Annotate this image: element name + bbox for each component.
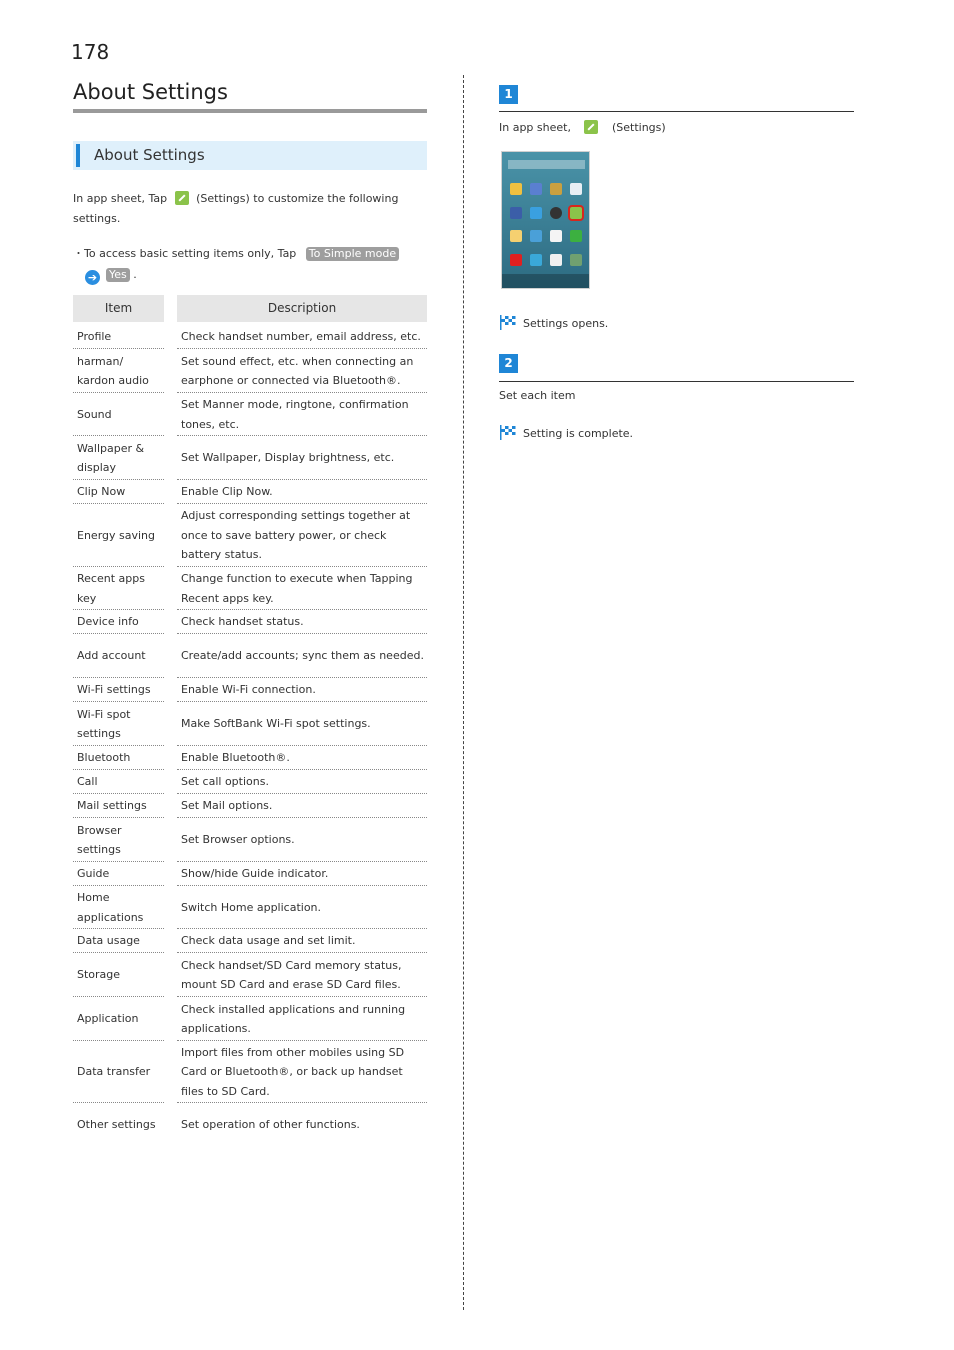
table-cell-description-text: Check handset number, email address, etc.	[181, 330, 421, 344]
table-cell-item	[73, 634, 164, 678]
app-icon	[530, 183, 542, 195]
app-icon	[570, 230, 582, 242]
table-cell-description	[177, 794, 427, 818]
yes-button: Yes	[106, 268, 130, 282]
table-cell-description	[177, 678, 427, 702]
step-1-result-text: Settings opens.	[523, 317, 609, 330]
table-cell-item-text: Storage	[77, 968, 121, 982]
table-cell-item	[73, 794, 164, 818]
table-cell-item	[73, 504, 164, 567]
table-cell-description	[177, 567, 427, 610]
intro-paragraph	[73, 189, 427, 229]
table-cell-description-text: Set Manner mode, ringtone, confirmation tones, etc.	[181, 398, 409, 431]
section-accent	[76, 144, 80, 167]
step-2-result-text: Setting is complete.	[523, 427, 634, 440]
table-cell-item-text: Sound	[77, 407, 112, 421]
to-simple-mode-button: To Simple mode	[306, 247, 399, 261]
table-header-item-label: Item	[104, 301, 133, 315]
app-icon	[530, 230, 542, 242]
note-text: ・To access basic setting items only, Tap	[73, 247, 297, 260]
table-cell-description-text: Enable Wi-Fi connection.	[181, 683, 316, 697]
table-cell-item-text: Device info	[77, 615, 139, 629]
table-cell-item-text: Bluetooth	[77, 751, 131, 765]
table-cell-description	[177, 886, 427, 929]
step-1-text-after: (Settings)	[611, 121, 666, 134]
table-cell-description	[177, 929, 427, 953]
table-cell-description	[177, 325, 427, 349]
page-title: About Settings	[73, 80, 228, 104]
arrow-right-icon: ➔	[85, 270, 100, 285]
settings-icon	[584, 120, 598, 134]
table-cell-item	[73, 1103, 164, 1147]
table-cell-item	[73, 325, 164, 349]
table-cell-item-text: Mail settings	[77, 799, 147, 813]
table-cell-description-text: Set Wallpaper, Display brightness, etc.	[181, 451, 395, 465]
table-cell-description	[177, 1041, 427, 1103]
table-header-description-label: Description	[267, 301, 337, 315]
table-cell-description	[177, 702, 427, 746]
table-cell-item	[73, 746, 164, 770]
app-icon	[530, 207, 542, 219]
app-icon	[550, 230, 562, 242]
table-cell-item-text: Call	[77, 775, 98, 789]
step-1-badge: 1	[499, 85, 518, 104]
table-cell-description	[177, 818, 427, 862]
app-icon	[530, 254, 542, 266]
table-cell-item	[73, 997, 164, 1041]
table-cell-description-text: Make SoftBank Wi-Fi spot settings.	[181, 717, 371, 731]
step-2-result	[499, 425, 633, 440]
simple-mode-note	[73, 243, 427, 285]
table-header-description	[177, 295, 427, 322]
table-cell-description	[177, 997, 427, 1041]
step-1-text	[499, 120, 666, 134]
table-cell-description-text: Adjust corresponding settings together at once to save battery power, or check battery status.	[181, 509, 411, 562]
table-cell-description-text: Enable Bluetooth®.	[181, 751, 290, 765]
table-cell-description-text: Enable Clip Now.	[181, 485, 273, 499]
table-cell-item	[73, 929, 164, 953]
phone-dock	[502, 274, 589, 288]
intro-text-before: In app sheet, Tap	[73, 192, 168, 205]
page-number: 178	[71, 40, 110, 64]
app-icon	[550, 183, 562, 195]
step-1-rule	[499, 111, 854, 112]
table-cell-item-text: harman/ kardon audio	[77, 354, 149, 387]
table-cell-item	[73, 678, 164, 702]
table-cell-description	[177, 770, 427, 794]
table-cell-description	[177, 610, 427, 634]
step-2-badge: 2	[499, 354, 518, 373]
table-cell-description-text: Check data usage and set limit.	[181, 934, 356, 948]
table-cell-description	[177, 504, 427, 567]
table-cell-description-text: Create/add accounts; sync them as needed.	[181, 649, 424, 663]
settings-app-icon	[570, 207, 582, 219]
table-cell-item	[73, 567, 164, 610]
table-cell-item-text: Profile	[77, 330, 112, 344]
table-cell-description-text: Change function to execute when Tapping Recent apps key.	[181, 572, 413, 605]
table-cell-description	[177, 349, 427, 393]
phone-screenshot	[501, 151, 590, 289]
app-icon	[570, 254, 582, 266]
table-cell-item	[73, 886, 164, 929]
table-header-item	[73, 295, 164, 322]
table-cell-item	[73, 702, 164, 746]
step-1-text-before: In app sheet,	[499, 121, 571, 134]
table-cell-item-text: Browser settings	[77, 823, 122, 856]
table-cell-description-text: Check handset status.	[181, 615, 304, 629]
table-cell-description-text: Check installed applications and running applications.	[181, 1002, 406, 1035]
table-cell-description	[177, 746, 427, 770]
table-cell-item-text: Wallpaper & display	[77, 441, 145, 474]
table-cell-item-text: Add account	[77, 649, 146, 663]
table-cell-item-text: Home applications	[77, 891, 144, 924]
table-cell-item-text: Energy saving	[77, 528, 155, 542]
table-cell-description	[177, 393, 427, 436]
table-cell-item-text: Clip Now	[77, 485, 126, 499]
section-header	[73, 141, 427, 170]
table-cell-description-text: Set call options.	[181, 775, 269, 789]
app-icon	[510, 230, 522, 242]
table-cell-item-text: Guide	[77, 867, 110, 881]
table-cell-item	[73, 610, 164, 634]
table-cell-description	[177, 953, 427, 997]
table-cell-item-text: Wi-Fi settings	[77, 683, 151, 697]
title-rule	[73, 109, 427, 113]
table-cell-item	[73, 862, 164, 886]
table-cell-description	[177, 1103, 427, 1147]
table-cell-item-text: Wi-Fi spot settings	[77, 707, 131, 740]
app-icon	[510, 183, 522, 195]
table-cell-description-text: Set Browser options.	[181, 833, 295, 847]
table-cell-description	[177, 436, 427, 480]
section-title: About Settings	[94, 146, 205, 164]
table-cell-item-text: Data transfer	[77, 1065, 151, 1079]
checkered-flag-icon	[499, 315, 517, 330]
table-cell-description-text: Import files from other mobiles using SD Card or Bluetooth®, or back up handset files to SD Card.	[181, 1045, 405, 1098]
table-cell-item-text: Application	[77, 1012, 139, 1026]
table-cell-item	[73, 480, 164, 504]
app-icon	[550, 207, 562, 219]
table-cell-description-text: Set Mail options.	[181, 799, 273, 813]
table-cell-item	[73, 953, 164, 997]
app-icon	[510, 207, 522, 219]
table-cell-description-text: Show/hide Guide indicator.	[181, 867, 329, 881]
table-cell-item	[73, 818, 164, 862]
step-2-text: Set each item	[499, 389, 576, 402]
app-icon	[570, 183, 582, 195]
column-divider	[463, 75, 464, 1310]
table-cell-description	[177, 634, 427, 678]
intro-text-after: (Settings) to customize the following settings.	[73, 192, 399, 225]
table-cell-item	[73, 436, 164, 480]
table-cell-description-text: Set sound effect, etc. when connecting an earphone or connected via Bluetooth®.	[181, 354, 414, 387]
table-cell-item-text: Recent apps key	[77, 572, 145, 605]
app-icon	[550, 254, 562, 266]
table-cell-description-text: Switch Home application.	[181, 900, 322, 914]
table-cell-description-text: Set operation of other functions.	[181, 1118, 360, 1132]
table-cell-item-text: Data usage	[77, 934, 140, 948]
step-2-rule	[499, 381, 854, 382]
app-icon	[510, 254, 522, 266]
table-cell-item	[73, 393, 164, 436]
note-end: .	[133, 268, 137, 281]
checkered-flag-icon	[499, 425, 517, 440]
settings-icon	[175, 191, 189, 205]
phone-search-bar	[508, 160, 585, 169]
table-cell-item	[73, 349, 164, 393]
table-cell-item-text: Other settings	[77, 1118, 156, 1132]
table-cell-description	[177, 862, 427, 886]
table-cell-item	[73, 770, 164, 794]
table-cell-description	[177, 480, 427, 504]
table-cell-item	[73, 1041, 164, 1103]
step-1-result	[499, 315, 608, 330]
table-cell-description-text: Check handset/SD Card memory status, mount SD Card and erase SD Card files.	[181, 958, 402, 991]
